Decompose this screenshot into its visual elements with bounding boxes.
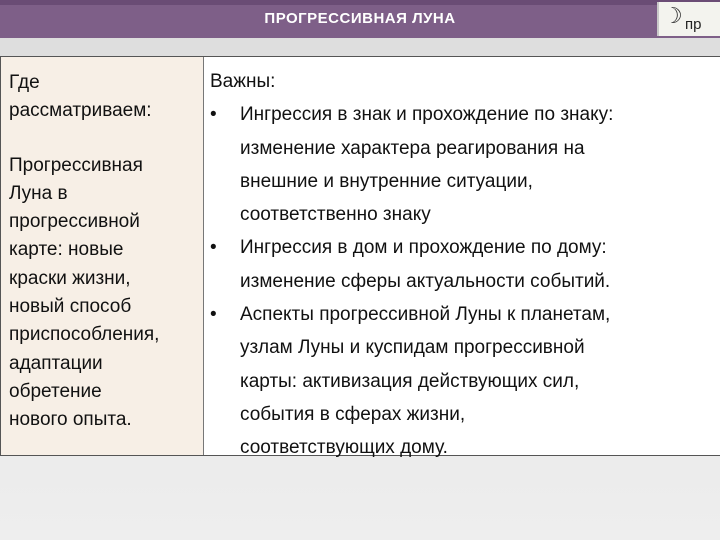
moon-icon: ☽ (663, 4, 683, 29)
slide-title: ПРОГРЕССИВНАЯ ЛУНА (264, 10, 456, 27)
answer-line: адаптации (9, 352, 103, 374)
answer-line: прогрессивной (9, 211, 140, 233)
bullet-marker: • (210, 104, 217, 126)
bullet-marker: • (210, 304, 217, 326)
bullet-line: внешние и внутренние ситуации, (240, 170, 533, 192)
answer-line: Луна в (9, 182, 68, 204)
question-line: рассматриваем: (9, 100, 152, 122)
bullet-line: карты: активизация действующих сил, (240, 370, 580, 392)
bullet-line: изменение характера реагирования на (240, 137, 585, 159)
corner-badge-text: пр (685, 16, 702, 33)
answer-line: карте: новые (9, 239, 124, 261)
bullet-line: изменение сферы актуальности событий. (240, 270, 611, 292)
bullet-line: узлам Луны и куспидам прогрессивной (240, 337, 585, 359)
answer-line: краски жизни, (9, 267, 131, 289)
bullet-line: соответствующих дому. (240, 437, 448, 459)
left-cell (1, 57, 204, 455)
bullet-item (210, 298, 720, 464)
title-bar (0, 0, 720, 38)
bullet-item (210, 231, 720, 298)
bullet-line: соответственно знаку (240, 204, 431, 226)
bullet-item (210, 98, 720, 231)
bullet-line: Ингрессия в знак и прохождение по знаку: (240, 104, 614, 126)
corner-badge (657, 2, 720, 36)
left-cell-text (9, 69, 203, 435)
answer-line: нового опыта. (9, 409, 132, 431)
content-table (0, 56, 720, 459)
bullet-marker: • (210, 237, 217, 259)
right-cell (204, 57, 720, 459)
right-cell-text (210, 65, 720, 465)
answer-line: Прогрессивная (9, 154, 143, 176)
answer-line: обретение (9, 380, 102, 402)
answer-line: новый способ (9, 296, 132, 318)
answer-line: приспособления, (9, 324, 160, 346)
bullet-line: Аспекты прогрессивной Луны к планетам, (240, 304, 611, 326)
question-line: Где (9, 72, 40, 93)
bullet-line: события в сферах жизни, (240, 403, 466, 425)
important-heading: Важны: (210, 71, 276, 92)
title-bar-strip (0, 0, 720, 5)
bullet-line: Ингрессия в дом и прохождение по дому: (240, 237, 607, 259)
